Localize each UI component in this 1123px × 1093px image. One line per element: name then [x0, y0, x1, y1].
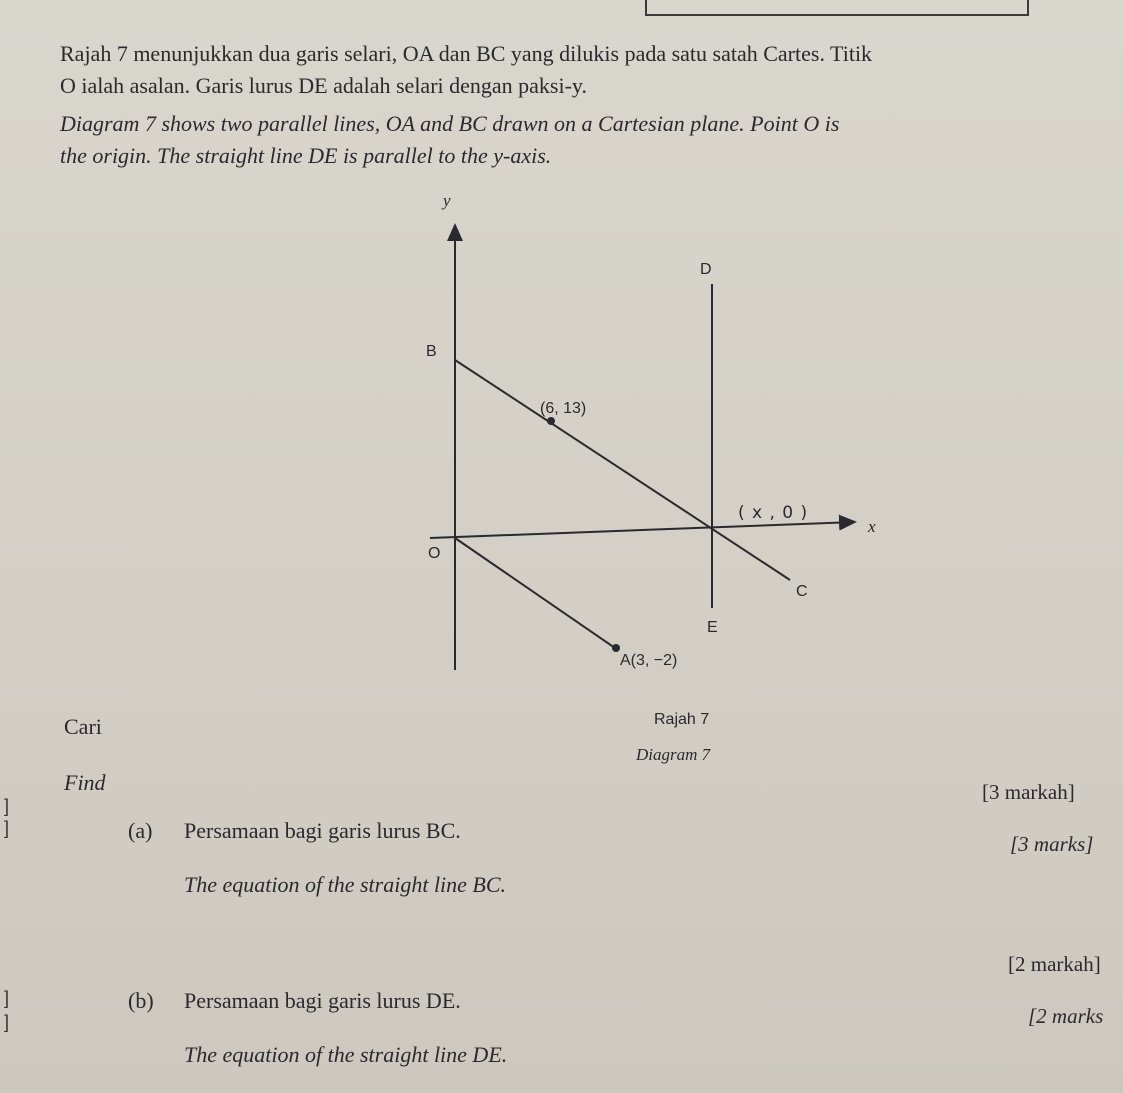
caption-malay: Rajah 7	[654, 711, 710, 728]
y-axis-label: y	[443, 191, 451, 210]
origin-label: O	[428, 545, 441, 562]
x-axis-label: x	[868, 517, 876, 536]
find-malay: Cari	[64, 714, 102, 739]
point-e-label: E	[707, 619, 718, 636]
margin-mark-4: ]	[4, 1012, 10, 1032]
handwritten-note: ( x , 0 )	[738, 503, 809, 523]
point-a-dot	[612, 644, 620, 652]
point-a-label: A(3, −2)	[620, 652, 678, 669]
intro-malay-line-2: O ialah asalan. Garis lurus DE adalah selari dengan paksi-y.	[60, 73, 588, 98]
find-english: Find	[64, 770, 106, 795]
question-a-label: (a)	[128, 818, 153, 843]
question-a-english: The equation of the straight line BC.	[184, 872, 507, 897]
intro-english-line-1: Diagram 7 shows two parallel lines, OA and BC drawn on a Cartesian plane. Point O is	[60, 111, 840, 136]
line-oa	[455, 538, 615, 648]
question-b-marks-english: [2 marks	[1028, 1004, 1104, 1028]
question-a-marks-malay: [3 markah]	[982, 780, 1075, 804]
point-c-label: C	[796, 583, 808, 600]
question-b-marks-malay: [2 markah]	[1008, 952, 1101, 976]
point-d-label: D	[700, 261, 712, 278]
question-a-marks-english: [3 marks]	[1010, 832, 1094, 856]
margin-mark-3: ]	[4, 988, 10, 1008]
intro-english-line-2: the origin. The straight line DE is parallel to the y-axis.	[60, 143, 552, 168]
caption-english: Diagram 7	[636, 745, 711, 764]
question-a-malay: Persamaan bagi garis lurus BC.	[184, 818, 461, 843]
point-6-13-dot	[547, 417, 555, 425]
question-b-malay: Persamaan bagi garis lurus DE.	[184, 988, 461, 1013]
intro-malay-line-1: Rajah 7 menunjukkan dua garis selari, OA dan BC yang dilukis pada satu satah Cartes. Titik	[60, 41, 873, 66]
point-6-13-label: (6, 13)	[540, 400, 587, 417]
margin-mark-2: ]	[4, 818, 10, 838]
question-b-english: The equation of the straight line DE.	[184, 1042, 508, 1067]
margin-mark-1: ]	[4, 796, 10, 816]
line-bc	[455, 360, 790, 580]
point-b-label: B	[426, 343, 437, 360]
question-b-label: (b)	[128, 988, 154, 1013]
x-axis	[430, 522, 855, 538]
